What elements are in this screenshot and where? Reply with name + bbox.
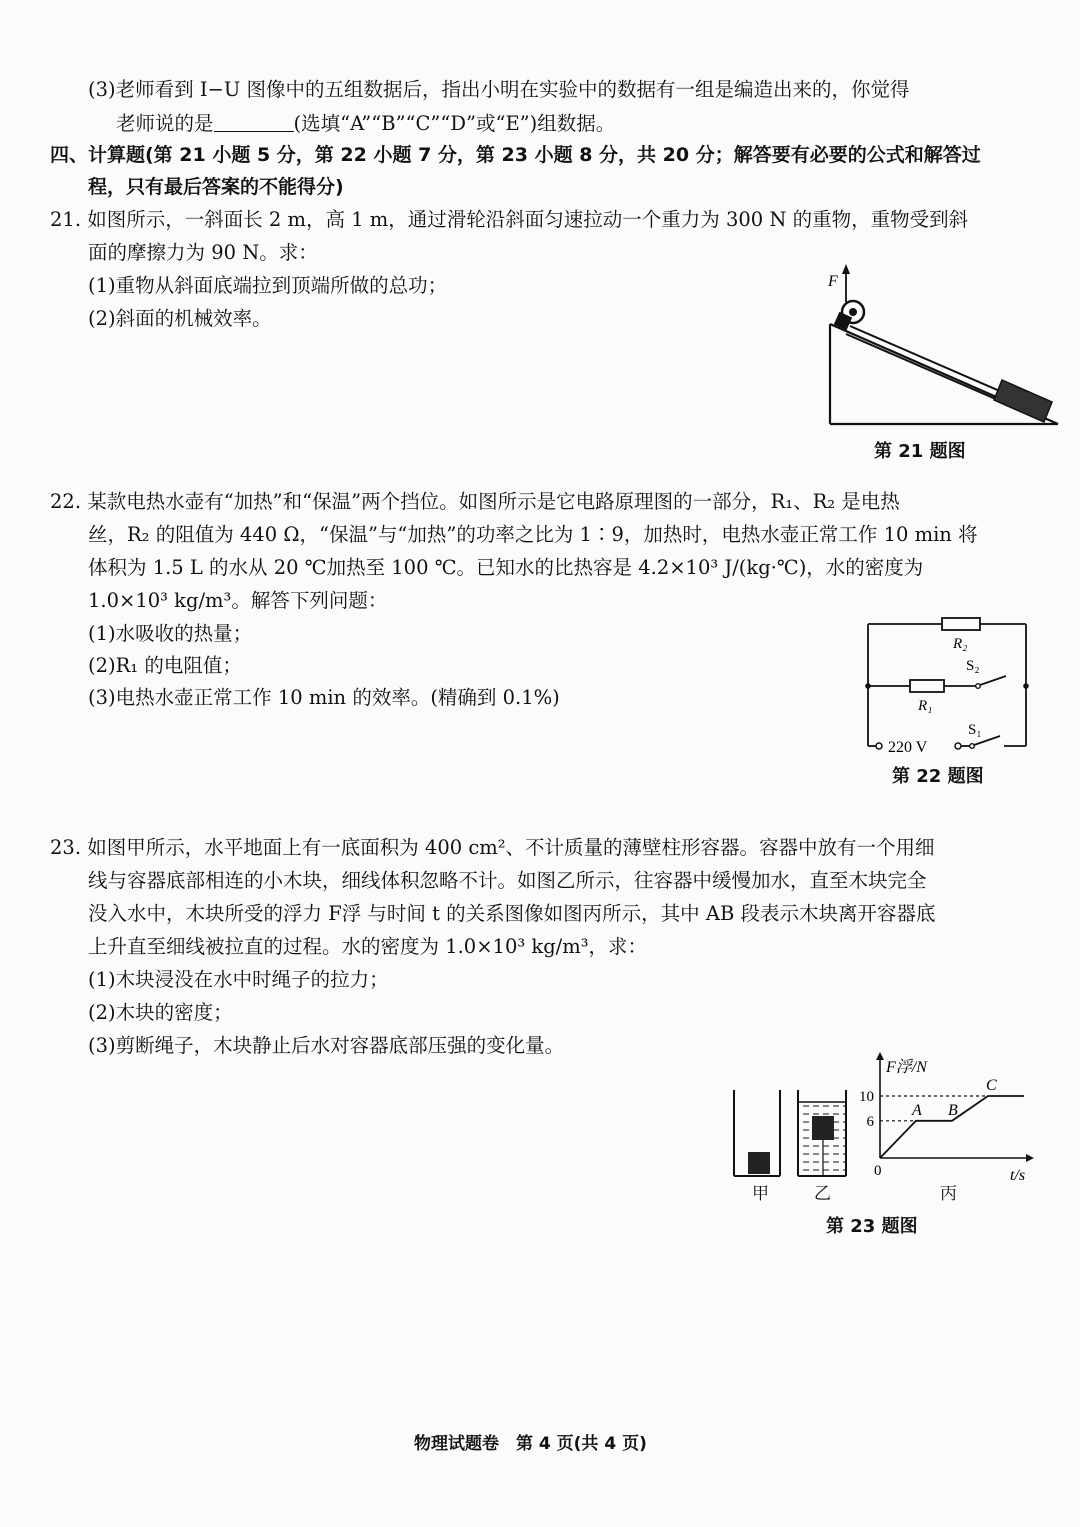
section4-heading-line1: 四、计算题(第 21 小题 5 分，第 22 小题 7 分，第 23 小题 8 分，共 20 分；解答要有必要的公式和解答过 <box>50 144 981 166</box>
container-yi <box>792 1086 854 1178</box>
section4-heading-line2: 程，只有最后答案的不能得分) <box>88 176 344 198</box>
q22-line1: 22. 某款电热水壶有“加热”和“保温”两个挡位。如图所示是它电路原理图的一部分，R₁、R₂ 是电热 <box>50 490 900 513</box>
q21-line1: 21. 如图所示，一斜面长 2 m，高 1 m，通过滑轮沿斜面匀速拉动一个重力为 300 N 的重物，重物受到斜 <box>50 208 969 231</box>
buoyancy-chart <box>850 1048 1040 1188</box>
s1-label: S₁ <box>968 722 982 738</box>
q22-sub1: (1)水吸收的热量； <box>88 622 253 645</box>
label-bing: 丙 <box>940 1184 957 1204</box>
q20-3-pre: 老师说的是 <box>116 112 214 135</box>
page-footer: 物理试题卷 第 4 页(共 4 页) <box>414 1434 647 1454</box>
x-axis-label: t/s <box>1010 1167 1026 1184</box>
q22-sub3: (3)电热水壶正常工作 10 min 的效率。(精确到 0.1%) <box>88 686 560 709</box>
point-label-c: C <box>986 1077 997 1094</box>
q22-line2: 丝，R₂ 的阻值为 440 Ω，“保温”与“加热”的功率之比为 1∶9，加热时，电热水壶正常工作 10 min 将 <box>88 523 978 546</box>
q20-3-post: (选填“A”“B”“C”“D”或“E”)组数据。 <box>293 112 616 135</box>
s2-label: S₂ <box>966 658 980 674</box>
q23-line3: 没入水中，木块所受的浮力 F浮 与时间 t 的关系图像如图丙所示，其中 AB 段表示木块离开容器底 <box>88 902 936 925</box>
q20-3-line1: (3)老师看到 I−U 图像中的五组数据后，指出小明在实验中的数据有一组是编造出来的，你觉得 <box>88 78 910 101</box>
q23-line4: 上升直至细线被拉直的过程。水的密度为 1.0×10³ kg/m³，求： <box>88 935 648 958</box>
q23-line1: 23. 如图甲所示，水平地面上有一底面积为 400 cm²、不计质量的薄壁柱形容器。容器中放有一个用细 <box>50 836 935 859</box>
circuit-figure <box>860 614 1035 756</box>
incline-figure <box>820 262 1065 432</box>
r2-label: R₂ <box>953 636 968 652</box>
q23-caption: 第 23 题图 <box>826 1216 918 1237</box>
q23-sub1: (1)木块浸没在水中时绳子的拉力； <box>88 968 389 991</box>
q21-line2: 面的摩擦力为 90 N。求： <box>88 241 318 264</box>
q20-3-line2 <box>116 114 615 134</box>
q21-sub2: (2)斜面的机械效率。 <box>88 307 272 330</box>
y-axis-label: F浮/N <box>886 1059 927 1076</box>
q22-line3: 体积为 1.5 L 的水从 20 ℃加热至 100 ℃。已知水的比热容是 4.2×10³ J/(kg·℃)，水的密度为 <box>88 556 924 579</box>
q23-sub3: (3)剪断绳子，木块静止后水对容器底部压强的变化量。 <box>88 1034 565 1057</box>
origin-label: 0 <box>874 1163 882 1179</box>
point-label-b: B <box>948 1101 958 1119</box>
q22-sub2: (2)R₁ 的电阻值； <box>88 654 242 677</box>
force-label-f: F <box>828 273 838 290</box>
label-jia: 甲 <box>752 1184 769 1204</box>
y-tick-label-10: 10 <box>859 1089 874 1105</box>
q23-sub2: (2)木块的密度； <box>88 1001 233 1024</box>
q21-caption: 第 21 题图 <box>874 441 966 462</box>
q22-line4: 1.0×10³ kg/m³。解答下列问题： <box>88 589 388 612</box>
answer-blank <box>214 115 294 132</box>
q21-sub1: (1)重物从斜面底端拉到顶端所做的总功； <box>88 274 448 297</box>
label-yi: 乙 <box>814 1184 831 1204</box>
voltage-label: 220 V <box>888 739 928 756</box>
r1-label: R₁ <box>918 698 933 714</box>
q22-caption: 第 22 题图 <box>892 766 984 787</box>
container-jia <box>728 1086 788 1178</box>
y-tick-label-6: 6 <box>866 1113 874 1130</box>
point-label-a: A <box>912 1101 922 1119</box>
q23-line2: 线与容器底部相连的小木块，细线体积忽略不计。如图乙所示，往容器中缓慢加水，直至木块完全 <box>88 869 927 892</box>
